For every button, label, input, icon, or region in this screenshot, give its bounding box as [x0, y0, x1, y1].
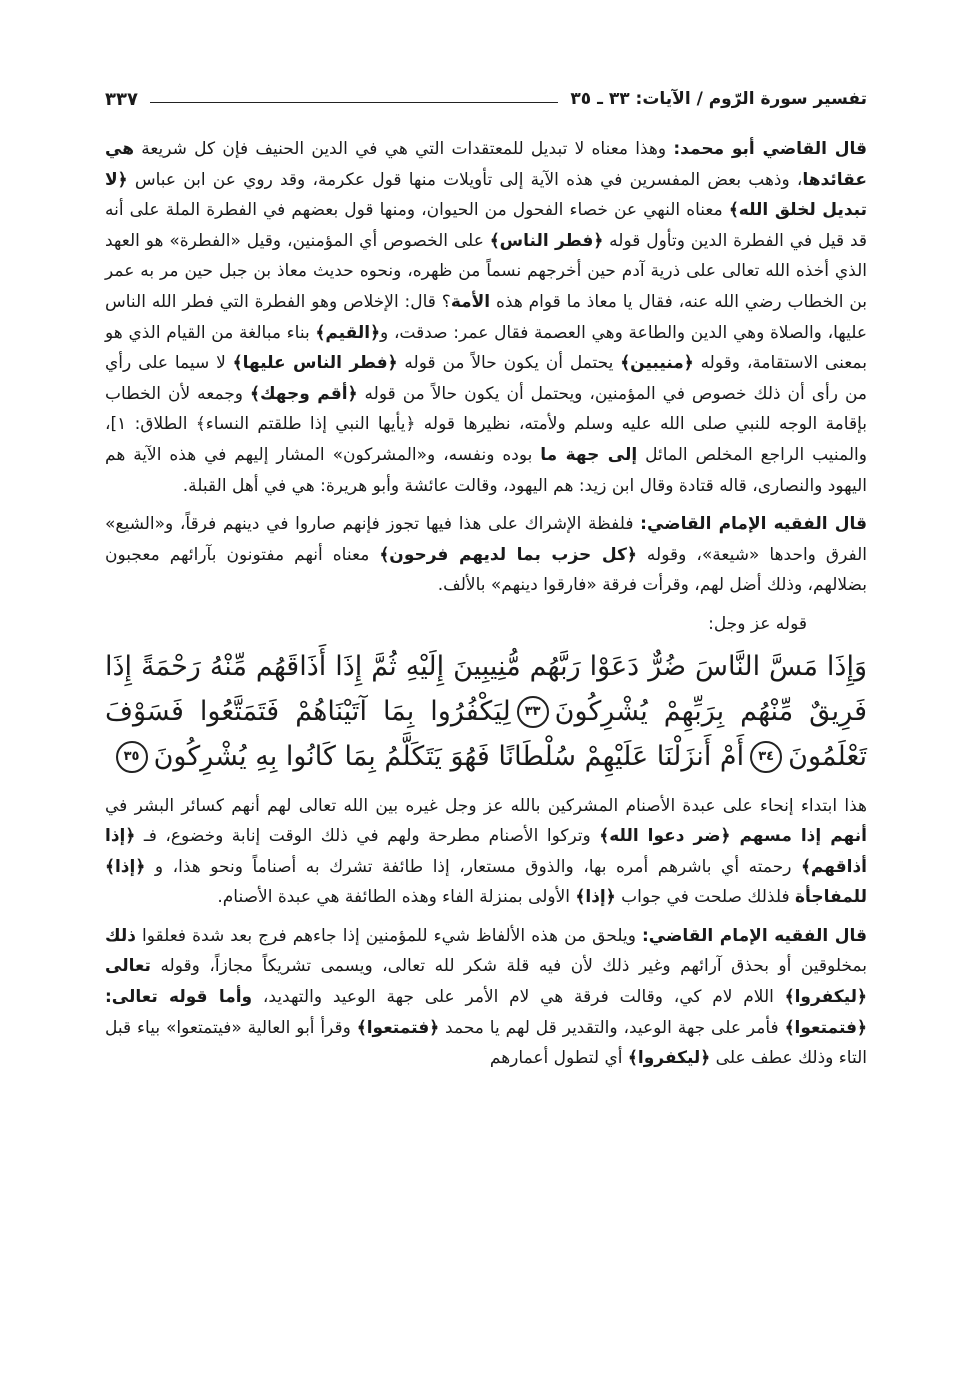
- text-span: وهذا معناه لا تبديل للمعتقدات التي هي في الدين الحنيف فإن كل شريعة: [134, 139, 674, 159]
- text-span: بناء مبالغة من القيام الذي هو بمعنى الاستقامة، وقوله: [105, 322, 867, 374]
- header-rule: [150, 102, 558, 103]
- text-span: معناه أنهم مفتونون بآرائهم معجبون بضلالهم، وذلك أضل لهم، وقرأت فرقة «فارقوا دينهم» بالألف.: [105, 544, 867, 596]
- text-span: على الخصوص أي المؤمنين، وقيل «الفطرة» هو العهد الذي أخذه الله تعالى على ذرية آدم حين أخرجهم نسماً من ظهره، ونحوه حديث معاذ بن جبل حين مر به عمر بن الخطاب رضي الله عنه، فقال يا معاذ ما قوام هذه: [105, 230, 867, 312]
- text-span: لا سيما على رأي من رأى أن ذلك خصوص في المؤمنين، ويحتمل أن يكون حالاً من قوله: [105, 353, 867, 404]
- text-span: بمخلوقين أو بحذق آرائهم وغير ذلك لأن فيه قلة شكر لله تعالى، ويسمى تشريكاً مجازاً، وقوله: [150, 956, 867, 977]
- text-span: فلفظة الإشراك على هذا فيها تجوز فإنهم صاروا في دينهم فرقاً، و«الشيع» الفرق واحدها «شيعة»، وقوله: [105, 514, 867, 565]
- quran-verses: [105, 644, 867, 779]
- quran-quote: ﴿إذا﴾: [105, 856, 146, 877]
- quran-quote: ﴿أقم وجهك﴾: [249, 383, 358, 404]
- quran-quote: ﴿القيم﴾: [315, 322, 381, 343]
- verse-33-text: وَإِذَا مَسَّ النَّاسَ ضُرٌّ دَعَوْا رَبَّهُم مُّنِيبِينَ إِلَيْهِ ثُمَّ إِذَا أَذَاقَهُم مِّنْهُ رَحْمَةً إِذَا فَرِيقٌ مِّنْهُم بِرَبِّهِمْ يُشْرِكُونَ: [105, 650, 867, 727]
- paragraph-4: [105, 921, 867, 1074]
- speaker-label: قال القاضي أبو محمد:: [673, 139, 867, 159]
- page-header: [105, 84, 867, 114]
- quran-quote: ﴿يأيها النبي إذا طلقتم النساء﴾: [195, 414, 416, 435]
- page-body: [105, 134, 867, 1074]
- text-span: اللام لام كي، وقالت فرقة هي لام الأمر على جهة الوعيد والتهديد،: [252, 987, 785, 1008]
- page-number: ٣٣٧: [105, 88, 138, 110]
- bold-phrase: أنهم إذا مسهم: [739, 826, 867, 847]
- text-span: فلذلك صلحت في جواب: [615, 887, 795, 908]
- text-span: ويلحق من هذه الألفاظ شيء للمؤمنين إذا جاءهم فرج بعد شدة فعلقوا: [135, 925, 642, 946]
- quran-quote: ﴿فتمتعوا﴾: [784, 1017, 867, 1038]
- speaker-label: قال الفقيه الإمام القاضي:: [641, 925, 867, 946]
- text-span: معناه النهي عن خصاء الفحول من الحيوان، ومنها قول بعضهم في الفطرة الملة على أنه قد قيل في الفطرة الدين وتأول قوله: [105, 200, 868, 251]
- text-span: وتركوا الأصنام مطرحة ولهم في ذلك الوقت إنابة وخضوع، فـ: [135, 826, 600, 847]
- text-span: ، وذهب بعض المفسرين في هذه الآية إلى تأويلات منها قول عكرمة، وقد روي عن ابن عباس: [127, 169, 803, 190]
- verse-34-text: لِيَكْفُرُوا بِمَا آتَيْنَاهُمْ فَتَمَتَّعُوا فَسَوْفَ تَعْلَمُونَ: [105, 695, 867, 772]
- bold-phrase: إلى جهة ما: [540, 444, 638, 465]
- text-span: هذا ابتداء إنحاء على عبدة الأصنام المشركين بالله عز وجل غيره بين الله تعالى لهم أنهم كسائر البشر في: [105, 795, 867, 816]
- running-title: تفسير سورة الرّوم / الآيات: ٣٣ ـ ٣٥: [570, 89, 867, 109]
- text-span: رحمته أي باشرهم أمره بها، والذوق مستعار، إذا طائفة تشرك به أصناماً ونحو هذا، و: [145, 856, 801, 877]
- quran-quote: ﴿منيبين﴾: [620, 353, 694, 374]
- verse-35-text: أَمْ أَنزَلْنَا عَلَيْهِمْ سُلْطَانًا فَهُوَ يَتَكَلَّمُ بِمَا كَانُوا بِهِ يُشْرِكُونَ: [153, 740, 745, 772]
- bold-phrase: للمفاجأة: [794, 887, 867, 908]
- text-span: الطلاق: ١]، والمنيب الراجع المخلص المائل: [105, 414, 867, 465]
- text-span: ؟ قال: الإخلاص وهو الفطرة التي فطر الله الناس عليها، والصلاة وهي الدين والطاعة وهي العصمة فقال عمر: صدقت، و: [105, 291, 867, 343]
- quran-quote: ﴿كل حزب بما لديهم فرحون﴾: [379, 544, 637, 565]
- quran-quote: ﴿إذا﴾: [575, 887, 616, 908]
- text-span: الأولى بمنزلة الفاء وهذه الطائفة هي عبدة الأصنام.: [217, 887, 576, 908]
- text-span: وقرأ أبو العالية «فيتمتعوا» بياء قبل التاء وذلك عطف على: [105, 1017, 867, 1069]
- quran-quote: ﴿ليكفروا﴾: [784, 987, 867, 1008]
- bold-phrase: ذلك: [105, 925, 136, 946]
- paragraph-2: [105, 509, 867, 601]
- bold-phrase: الأمة: [450, 291, 491, 312]
- text-span: فأمر على جهة الوعيد، والتقدير قل لهم يا محمد: [439, 1017, 785, 1038]
- paragraph-1: [105, 134, 867, 501]
- text-span: وجمعه لأن الخطاب بإقامة الوجه للنبي صلى الله عليه وسلم ولأمته، نظيرها قوله: [105, 383, 868, 435]
- text-span: أي لتطول أعمارهم: [489, 1048, 628, 1069]
- verse-35-number: ٣٥: [116, 741, 148, 773]
- speaker-label: قال الفقيه الإمام القاضي:: [640, 514, 867, 535]
- quran-quote: ﴿ضر دعوا الله﴾: [599, 826, 740, 847]
- bold-phrase: تعالى: [105, 956, 151, 977]
- quran-quote: ﴿فطر الناس﴾: [489, 230, 604, 251]
- verse-33-number: ٣٣: [517, 696, 549, 728]
- paragraph-3: [105, 791, 867, 913]
- text-span: بوده ونفسه، و«المشركون» المشار إليهم في هذه الآية هم اليهود والنصارى، قاله قتادة وقال ابن زيد: هم اليهود، وقالت عائشة وأبو هريرة: هي في أهل القبلة.: [105, 444, 867, 496]
- quran-quote: ﴿لا تبديل لخلق الله﴾: [105, 169, 867, 221]
- quran-quote: ﴿فطر الناس عليها﴾: [232, 353, 398, 374]
- text-span: يحتمل أن يكون حالاً من قوله: [397, 353, 621, 374]
- quran-quote: ﴿إذا أذاقهم﴾: [105, 826, 867, 877]
- quran-quote: ﴿فتمتعوا﴾: [356, 1017, 440, 1038]
- verse-intro: قوله عز وجل:: [708, 613, 807, 634]
- bold-phrase: وأما قوله تعالى:: [105, 987, 253, 1008]
- bold-phrase: هي عقائدها: [105, 139, 867, 190]
- quran-quote: ﴿ليكفروا﴾: [627, 1048, 711, 1069]
- verse-34-number: ٣٤: [750, 741, 782, 773]
